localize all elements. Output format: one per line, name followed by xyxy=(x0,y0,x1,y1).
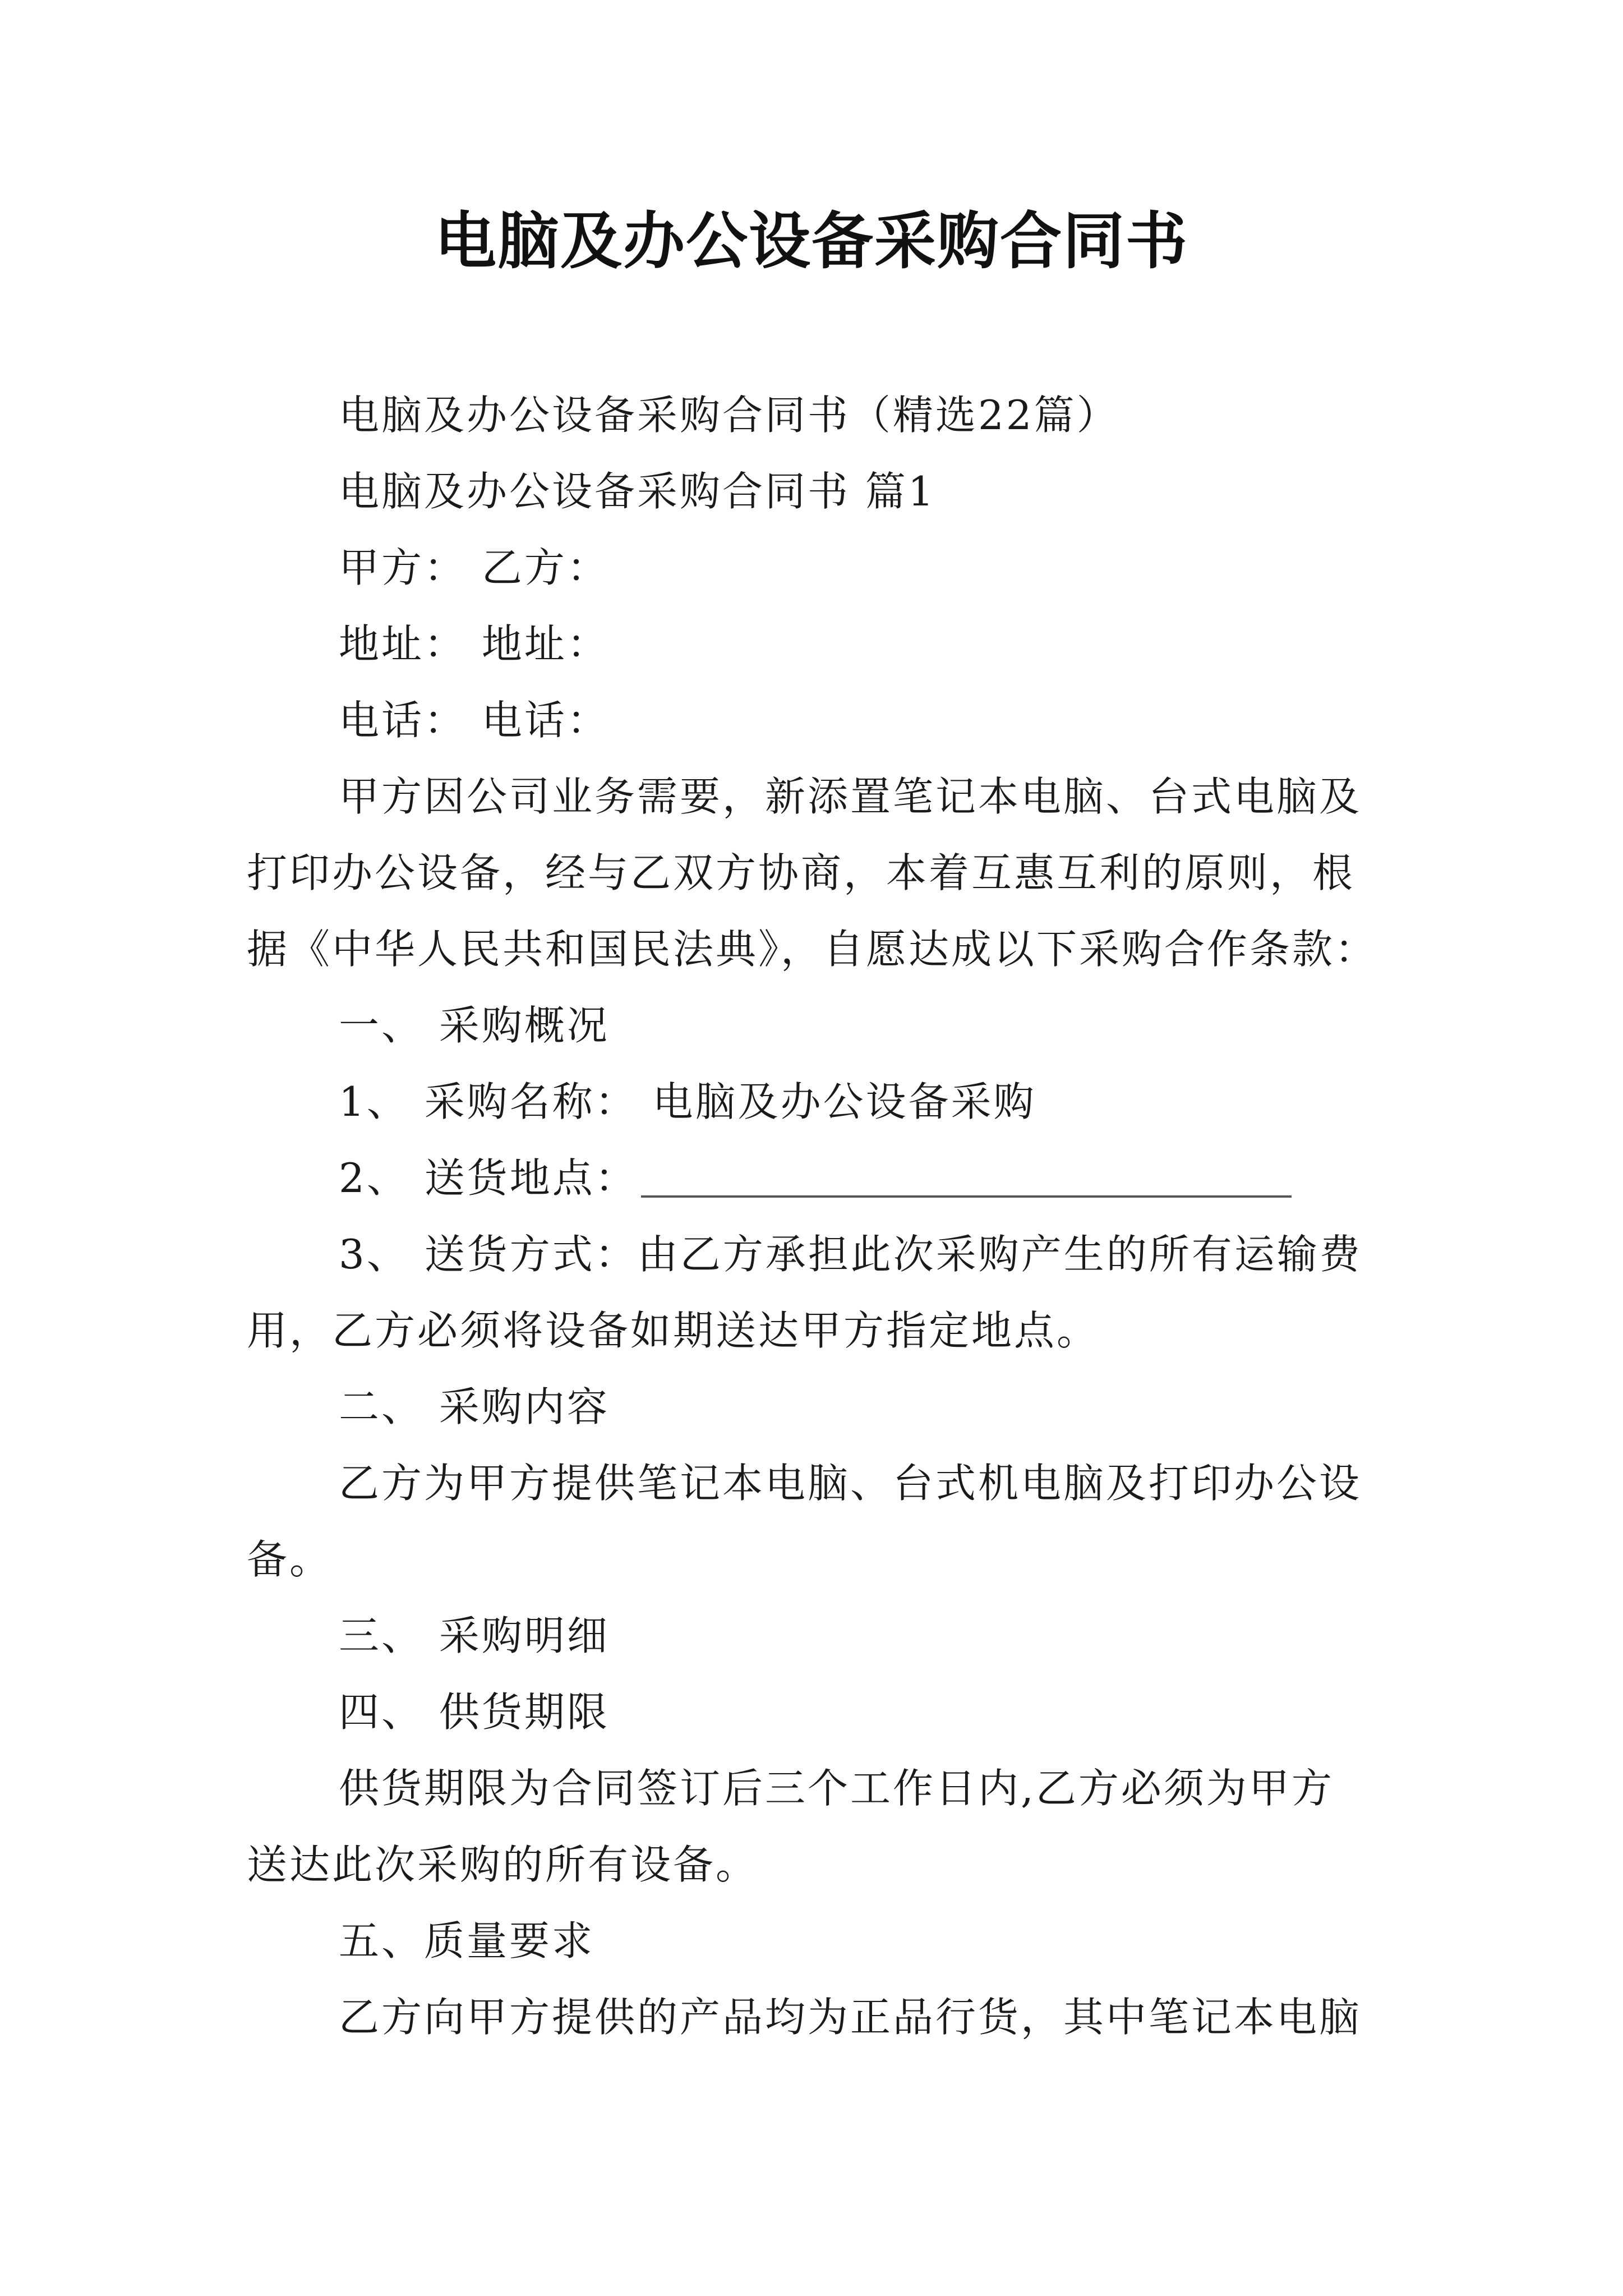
list-item-delivery-location xyxy=(339,1150,1483,1206)
section-heading: 三、 采购明细 xyxy=(339,1612,610,1659)
paragraph-line: 据《中华人民共和国民法典》，自愿达成以下采购合作条款： xyxy=(247,926,1378,973)
paragraph-line: 甲方因公司业务需要，新添置笔记本电脑、台式电脑及 xyxy=(339,773,1362,820)
section-heading: 二、 采购内容 xyxy=(339,1383,610,1430)
paragraph-line: 送达此次采购的所有设备。 xyxy=(247,1841,759,1888)
paragraph-line: 供货期限为合同签订后三个工作日内,乙方必须为甲方 xyxy=(339,1765,1334,1812)
paragraph-line: 打印办公设备，经与乙双方协商，本着互惠互利的原则，根 xyxy=(247,849,1355,896)
paragraph-line: 用，乙方必须将设备如期送达甲方指定地点。 xyxy=(247,1307,1100,1354)
document-title: 电脑及办公设备采购合同书 xyxy=(435,205,1188,277)
section-heading: 一、 采购概况 xyxy=(339,1002,610,1049)
address-line: 地址： 地址： xyxy=(339,620,610,668)
subtitle-collection: 电脑及办公设备采购合同书（精选22篇） xyxy=(339,392,1119,439)
party-line: 甲方： 乙方： xyxy=(339,544,610,591)
section-heading: 四、 供货期限 xyxy=(339,1688,610,1736)
paragraph-line: 乙方为甲方提供笔记本电脑、台式机电脑及打印办公设 xyxy=(339,1460,1362,1507)
section-heading: 五、质量要求 xyxy=(339,1917,595,1964)
paragraph-line: 乙方向甲方提供的产品均为正品行货，其中笔记本电脑 xyxy=(339,1994,1362,2041)
subtitle-part: 电脑及办公设备采购合同书 篇1 xyxy=(339,468,936,515)
fill-in-blank-line xyxy=(641,1195,1292,1198)
list-item-label: 2、 送货地点： xyxy=(339,1154,638,1202)
paragraph-line: 备。 xyxy=(247,1536,333,1583)
phone-line: 电话： 电话： xyxy=(339,697,610,744)
list-item: 1、 采购名称： 电脑及办公设备采购 xyxy=(339,1078,1036,1125)
list-item: 3、 送货方式：由乙方承担此次采购产生的所有运输费 xyxy=(339,1231,1362,1278)
